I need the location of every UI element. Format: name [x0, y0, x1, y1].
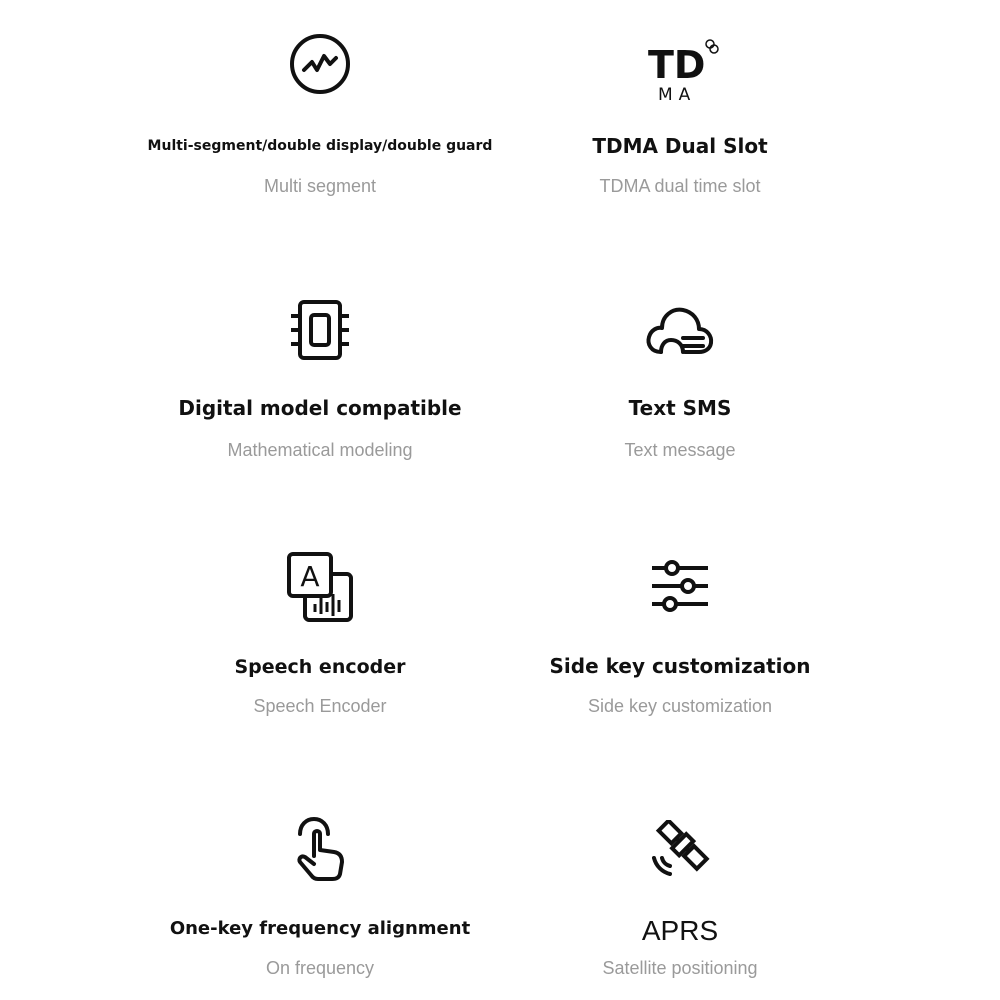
- feature-subtitle: Multi segment: [263, 176, 377, 196]
- tdma-logo-icon: [638, 38, 722, 104]
- feature-subtitle: Mathematical modeling: [227, 440, 413, 460]
- feature-subtitle: On frequency: [265, 958, 375, 978]
- feature-subtitle: TDMA dual time slot: [599, 176, 761, 196]
- feature-aprs: [430, 750, 930, 1000]
- feature-title: TDMA Dual Slot: [592, 134, 768, 158]
- feature-subtitle: Side key customization: [587, 696, 773, 716]
- translate-letter: A: [300, 560, 320, 593]
- feature-title: Multi-segment/double display/double guard: [147, 138, 493, 154]
- satellite-icon: [650, 820, 710, 876]
- waveform-circle-icon: [288, 32, 352, 96]
- feature-title: Side key customization: [549, 654, 811, 678]
- chip-icon: [288, 298, 352, 362]
- tap-finger-icon: [294, 816, 346, 882]
- sliders-icon: [650, 558, 710, 614]
- feature-text-sms: [430, 250, 930, 500]
- tdma-logo-bottom-text: MA: [658, 85, 697, 104]
- feature-side-key: [430, 500, 930, 750]
- feature-title: Text SMS: [628, 396, 732, 420]
- feature-title: Speech encoder: [234, 656, 406, 678]
- feature-title: One-key frequency alignment: [169, 918, 471, 939]
- translate-voice-icon: [285, 550, 355, 622]
- feature-subtitle: Speech Encoder: [253, 696, 387, 716]
- feature-subtitle: Satellite positioning: [602, 958, 758, 978]
- feature-title: Digital model compatible: [178, 396, 462, 420]
- feature-tdma-dual-slot: [430, 0, 930, 250]
- feature-subtitle: Text message: [624, 440, 736, 460]
- feature-title: APRS: [641, 915, 719, 946]
- cloud-message-icon: [645, 304, 715, 358]
- tdma-logo-top-text: TD: [648, 43, 706, 87]
